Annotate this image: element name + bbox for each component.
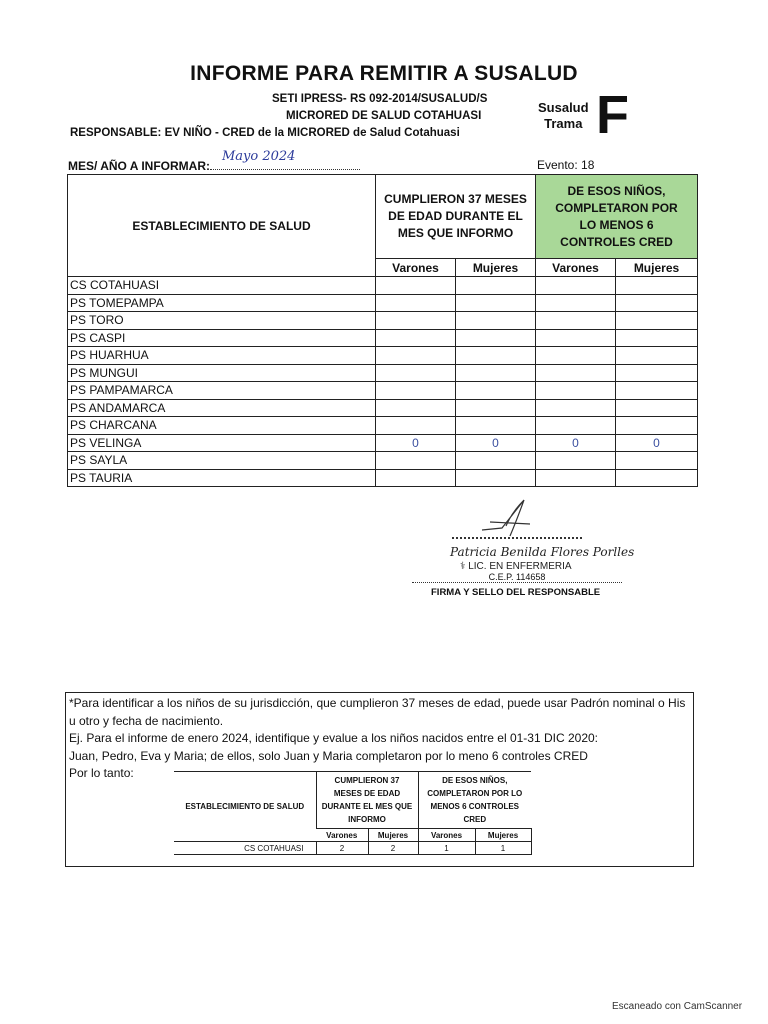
table-row — [68, 452, 698, 470]
example-varones-1: Varones — [316, 829, 368, 842]
example-header-establecimiento: ESTABLECIMIENTO DE SALUD — [174, 772, 316, 842]
table-row — [68, 329, 698, 347]
cell-varones-controles — [536, 417, 616, 435]
stamp-icon: ⚕ — [460, 561, 466, 572]
seti-ipress-line: SETI IPRESS- RS 092-2014/SUSALUD/S — [272, 93, 488, 105]
table-row — [68, 364, 698, 382]
cell-mujeres-cumplieron — [456, 452, 536, 470]
table-row — [68, 277, 698, 295]
cell-varones-controles: 0 — [536, 434, 616, 452]
table-row — [68, 294, 698, 312]
cell-mujeres-controles — [616, 294, 698, 312]
cell-mujeres-cumplieron — [456, 364, 536, 382]
cell-varones-controles — [536, 277, 616, 295]
row-name: CS COTAHUASI — [68, 277, 376, 295]
note-paragraph-4: Por lo tanto: — [69, 766, 134, 780]
note-paragraph-1: *Para identificar a los niños de su jurisdicción, que cumplieron 37 meses de edad, puede usar Padrón nominal o His u otro y fecha de nacimiento. — [69, 696, 686, 728]
cell-mujeres-controles — [616, 329, 698, 347]
example-varones-2: Varones — [418, 829, 475, 842]
cell-varones-controles — [536, 312, 616, 330]
header-establecimiento: ESTABLECIMIENTO DE SALUD — [68, 175, 376, 277]
microred-line: MICRORED DE SALUD COTAHUASI — [286, 110, 482, 122]
cell-varones-cumplieron — [376, 312, 456, 330]
table-row — [68, 417, 698, 435]
row-name: PS HUARHUA — [68, 347, 376, 365]
header-mujeres-2: Mujeres — [616, 259, 698, 277]
mes-anio-field — [68, 149, 360, 173]
example-v1: 2 — [316, 842, 368, 855]
signature-name: Patricia Benilda Flores Porlles — [450, 545, 635, 559]
header-varones-2: Varones — [536, 259, 616, 277]
cell-mujeres-cumplieron: 0 — [456, 434, 536, 452]
cell-varones-controles — [536, 329, 616, 347]
example-mujeres-2: Mujeres — [475, 829, 531, 842]
cell-mujeres-cumplieron — [456, 399, 536, 417]
cell-mujeres-cumplieron — [456, 382, 536, 400]
header-cumplieron: CUMPLIERON 37 MESES DE EDAD DURANTE EL MES QUE INFORMO — [376, 175, 536, 259]
header-varones-1: Varones — [376, 259, 456, 277]
cell-varones-cumplieron — [376, 452, 456, 470]
cell-varones-controles — [536, 364, 616, 382]
signature-title — [460, 561, 572, 572]
row-name: PS VELINGA — [68, 434, 376, 452]
row-name: PS MUNGUI — [68, 364, 376, 382]
row-name: PS CASPI — [68, 329, 376, 347]
example-row — [174, 842, 531, 855]
table-row — [68, 469, 698, 487]
table-row — [68, 399, 698, 417]
table-row — [68, 347, 698, 365]
cell-mujeres-controles — [616, 347, 698, 365]
mes-anio-dots — [210, 149, 360, 170]
cell-mujeres-cumplieron — [456, 417, 536, 435]
table-row — [68, 434, 698, 452]
cell-varones-cumplieron — [376, 417, 456, 435]
responsable-line: RESPONSABLE: EV NIÑO - CRED de la MICRORED de Salud Cotahuasi — [70, 127, 460, 139]
cell-varones-controles — [536, 382, 616, 400]
row-name: PS TORO — [68, 312, 376, 330]
signature-title-text: LIC. EN ENFERMERIA — [468, 561, 572, 572]
cell-varones-controles — [536, 399, 616, 417]
cell-varones-cumplieron — [376, 329, 456, 347]
cell-varones-controles — [536, 469, 616, 487]
cell-mujeres-controles — [616, 277, 698, 295]
note-paragraph-3: Juan, Pedro, Eva y Maria; de ellos, solo Juan y Maria completaron por lo meno 6 controles CRED — [69, 748, 588, 763]
cell-varones-cumplieron — [376, 364, 456, 382]
row-name: PS CHARCANA — [68, 417, 376, 435]
example-m1: 2 — [368, 842, 418, 855]
trama-letter: F — [596, 85, 629, 145]
table-row — [68, 382, 698, 400]
cell-mujeres-controles — [616, 399, 698, 417]
signature-label: FIRMA Y SELLO DEL RESPONSABLE — [431, 587, 601, 598]
cell-varones-cumplieron: 0 — [376, 434, 456, 452]
row-name: PS TAURIA — [68, 469, 376, 487]
report-table — [67, 174, 698, 487]
example-m2: 1 — [475, 842, 531, 855]
example-v2: 1 — [418, 842, 475, 855]
cell-varones-controles — [536, 294, 616, 312]
example-row-name: CS COTAHUASI — [174, 842, 316, 855]
cell-varones-cumplieron — [376, 399, 456, 417]
instructions-box — [65, 692, 694, 867]
row-name: PS PAMPAMARCA — [68, 382, 376, 400]
cell-mujeres-controles: 0 — [616, 434, 698, 452]
mes-anio-label: MES/ AÑO A INFORMAR: — [68, 159, 210, 173]
cell-mujeres-controles — [616, 469, 698, 487]
example-header-cumplieron: CUMPLIERON 37 MESES DE EDAD DURANTE EL MES QUE INFORMO — [316, 772, 418, 829]
susalud-trama-label — [538, 100, 589, 132]
cell-mujeres-cumplieron — [456, 329, 536, 347]
cell-mujeres-cumplieron — [456, 469, 536, 487]
cell-varones-cumplieron — [376, 277, 456, 295]
example-header-controles: DE ESOS NIÑOS, COMPLETARON POR LO MENOS 6 CONTROLES CRED — [418, 772, 531, 829]
evento-label: Evento: 18 — [537, 158, 595, 172]
row-name: PS ANDAMARCA — [68, 399, 376, 417]
cell-mujeres-controles — [616, 312, 698, 330]
cell-varones-cumplieron — [376, 347, 456, 365]
example-mujeres-1: Mujeres — [368, 829, 418, 842]
trama-text: Trama — [544, 116, 583, 131]
cell-varones-cumplieron — [376, 382, 456, 400]
signature-dots — [452, 537, 582, 539]
table-row — [68, 312, 698, 330]
signature-cep: C.E.P. 114658 — [412, 572, 622, 583]
cell-mujeres-cumplieron — [456, 277, 536, 295]
scanner-footer: Escaneado con CamScanner — [612, 1001, 743, 1012]
example-table — [174, 771, 532, 855]
row-name: PS SAYLA — [68, 452, 376, 470]
document-title: INFORME PARA REMITIR A SUSALUD — [190, 62, 578, 85]
cell-mujeres-cumplieron — [456, 312, 536, 330]
cell-mujeres-cumplieron — [456, 347, 536, 365]
cell-mujeres-cumplieron — [456, 294, 536, 312]
header-controles: DE ESOS NIÑOS, COMPLETARON POR LO MENOS 6 CONTROLES CRED — [536, 175, 698, 259]
cell-varones-controles — [536, 347, 616, 365]
cell-mujeres-controles — [616, 364, 698, 382]
mes-anio-value: Mayo 2024 — [222, 149, 296, 164]
cell-varones-controles — [536, 452, 616, 470]
row-name: PS TOMEPAMPA — [68, 294, 376, 312]
cell-mujeres-controles — [616, 417, 698, 435]
note-paragraph-2: Ej. Para el informe de enero 2024, identifique y evalue a los niños nacidos entre el 01-31 DIC 2020: — [69, 731, 598, 745]
signature-scribble — [472, 492, 542, 542]
cell-mujeres-controles — [616, 452, 698, 470]
cell-varones-cumplieron — [376, 294, 456, 312]
cell-mujeres-controles — [616, 382, 698, 400]
susalud-text: Susalud — [538, 100, 589, 115]
cell-varones-cumplieron — [376, 469, 456, 487]
header-mujeres-1: Mujeres — [456, 259, 536, 277]
report-rows — [68, 277, 698, 487]
